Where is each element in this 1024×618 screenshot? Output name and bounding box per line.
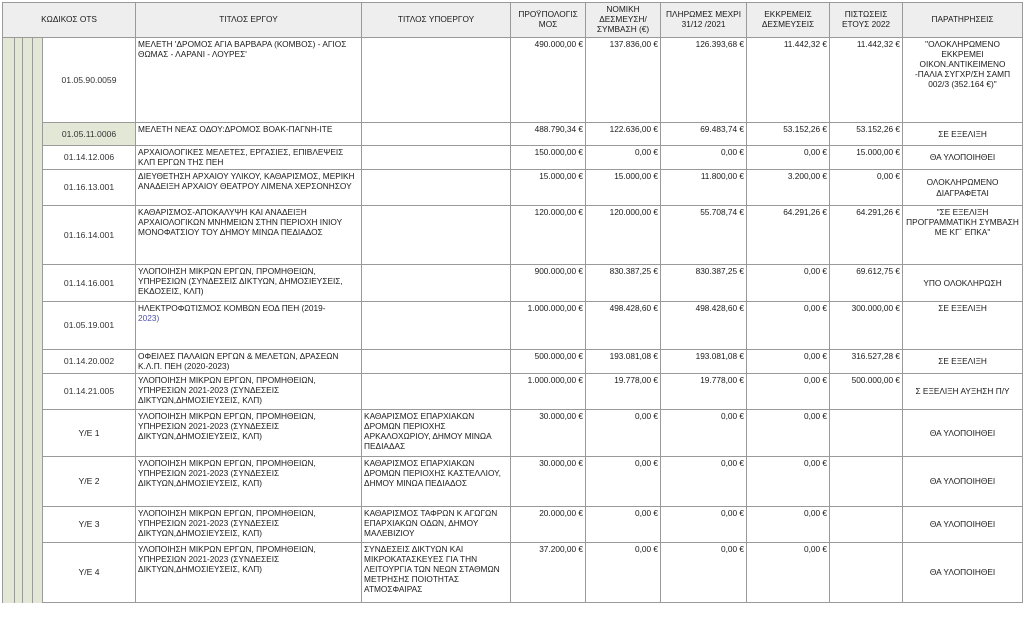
indent-cell <box>23 543 33 603</box>
notes-value: ΣΕ ΕΞΕΛΙΞΗ <box>903 350 1023 374</box>
header-title: ΤΙΤΛΟΣ ΕΡΓΟΥ <box>136 3 362 38</box>
payments-value: 498.428,60 € <box>661 302 747 350</box>
subproject-title <box>362 146 511 170</box>
ots-code: 01.14.21.005 <box>43 374 136 410</box>
subproject-title <box>362 374 511 410</box>
subproject-title <box>362 206 511 265</box>
header-notes: ΠΑΡΑΤΗΡΗΣΕΙΣ <box>903 3 1023 38</box>
indent-cell <box>23 265 33 302</box>
header-commitment: ΝΟΜΙΚΗ ΔΕΣΜΕΥΣΗ/ ΣΥΜΒΑΣΗ (€) <box>586 3 661 38</box>
ots-code: 01.14.20.002 <box>43 350 136 374</box>
indent-cell <box>33 507 43 543</box>
subproject-title <box>362 123 511 146</box>
indent-cell <box>15 265 23 302</box>
subproject-title: ΚΑΘΑΡΙΣΜΟΣ ΕΠΑΡΧΙΑΚΩΝ ΔΡΟΜΩΝ ΠΕΡΙΟΧΗΣ ΑΡΚΑΛΟΧΩΡΙΟΥ, ΔΗΜΟΥ ΜΙΝΩΑ ΠΕΔΙΑΔΑΣ <box>362 410 511 457</box>
budget-value: 20.000,00 € <box>511 507 586 543</box>
notes-value: "ΣΕ ΕΞΕΛΙΞΗ ΠΡΟΓΡΑΜΜΑΤΙΚΗ ΣΥΜΒΑΣΗ ΜΕ ΚΓ΄ ΕΠΚΑ" <box>903 206 1023 265</box>
indent-cell <box>15 374 23 410</box>
ots-code: 01.05.90.0059 <box>43 38 136 123</box>
budget-value: 30.000,00 € <box>511 410 586 457</box>
project-title: ΔΙΕΥΘΕΤΗΣΗ ΑΡΧΑΙΟΥ ΥΛΙΚΟΥ, ΚΑΘΑΡΙΣΜΟΣ, ΜΕΡΙΚΗ ΑΝΑΔΕΙΞΗ ΑΡΧΑΙΟΥ ΘΕΑΤΡΟΥ ΛΙΜΕΝΑ ΧΕΡΣΟΝΗΣΟΥ <box>136 170 362 206</box>
commitment-value: 0,00 € <box>586 410 661 457</box>
payments-value: 126.393,68 € <box>661 38 747 123</box>
indent-cell <box>3 374 15 410</box>
indent-cell <box>3 146 15 170</box>
indent-cell <box>3 543 15 603</box>
indent-cell <box>23 507 33 543</box>
indent-cell <box>23 170 33 206</box>
project-title: ΥΛΟΠΟΙΗΣΗ ΜΙΚΡΩΝ ΕΡΓΩΝ, ΠΡΟΜΗΘΕΙΩΝ, ΥΠΗΡΕΣΙΩΝ 2021-2023 (ΣΥΝΔΕΣΕΙΣ ΔΙΚΤΥΩΝ,ΔΗΜΟΣΙΕΥΣΕΙΣ, ΚΛΠ) <box>136 457 362 507</box>
commitment-value: 19.778,00 € <box>586 374 661 410</box>
notes-value: ΘΑ ΥΛΟΠΟΙΗΘΕΙ <box>903 410 1023 457</box>
payments-value: 0,00 € <box>661 507 747 543</box>
budget-value: 37.200,00 € <box>511 543 586 603</box>
payments-value: 55.708,74 € <box>661 206 747 265</box>
budget-value: 120.000,00 € <box>511 206 586 265</box>
notes-value: "ΟΛΟΚΛΗΡΩΜΕΝΟ ΕΚΚΡΕΜΕΙ ΟΙΚΟΝ.ΑΝΤΙΚΕΙΜΕΝΟ -ΠΑΛΙΑ ΣΥΓΧΡ/ΣΗ ΣΑΜΠ 002/3 (352.164 €)" <box>903 38 1023 123</box>
credits-value: 0,00 € <box>830 170 903 206</box>
indent-cell <box>23 146 33 170</box>
table-row <box>3 123 1023 146</box>
table-row <box>3 206 1023 265</box>
indent-cell <box>23 457 33 507</box>
indent-cell <box>33 350 43 374</box>
credits-value: 53.152,26 € <box>830 123 903 146</box>
subproject-title: ΣΥΝΔΕΣΕΙΣ ΔΙΚΤΥΩΝ ΚΑΙ ΜΙΚΡΟΚΑΤΑΣΚΕΥΕΣ ΓΙΑ ΤΗΝ ΛΕΙΤΟΥΡΓΙΑ ΤΩΝ ΝΕΩΝ ΣΤΑΘΜΩΝ ΜΕΤΡΗΣΗΣ ΠΟΙΟΤΗΤΑΣ ΑΤΜΟΣΦΑΙΡΑΣ <box>362 543 511 603</box>
subproject-title <box>362 302 511 350</box>
project-title: ΜΕΛΕΤΗ 'ΔΡΟΜΟΣ ΑΓΙΑ ΒΑΡΒΑΡΑ (ΚΟΜΒΟΣ) - ΑΓΙΟΣ ΘΩΜΑΣ - ΛΑΡΑΝΙ - ΛΟΥΡΕΣ' <box>136 38 362 123</box>
table-row <box>3 457 1023 507</box>
ots-code: Υ/Ε 2 <box>43 457 136 507</box>
project-title: ΜΕΛΕΤΗ ΝΕΑΣ ΟΔΟΥ:ΔΡΟΜΟΣ ΒΟΑΚ-ΠΑΓΝΗ-ΙΤΕ <box>136 123 362 146</box>
commitment-value: 120.000,00 € <box>586 206 661 265</box>
header-credits: ΠΙΣΤΩΣΕΙΣ ΕΤΟΥΣ 2022 <box>830 3 903 38</box>
header-payments: ΠΛΗΡΩΜΕΣ ΜΕΧΡΙ 31/12 /2021 <box>661 3 747 38</box>
table-row <box>3 543 1023 603</box>
indent-cell <box>3 350 15 374</box>
project-title: ΑΡΧΑΙΟΛΟΓΙΚΕΣ ΜΕΛΕΤΕΣ, ΕΡΓΑΣΙΕΣ, ΕΠΙΒΛΕΨΕΙΣ ΚΛΠ ΕΡΓΩΝ ΤΗΣ ΠΕΗ <box>136 146 362 170</box>
indent-cell <box>33 302 43 350</box>
indent-cell <box>23 38 33 123</box>
project-title: ΟΦΕΙΛΕΣ ΠΑΛΑΙΩΝ ΕΡΓΩΝ & ΜΕΛΕΤΩΝ, ΔΡΑΣΕΩΝ Κ.Λ.Π. ΠΕΗ (2020-2023) <box>136 350 362 374</box>
subproject-title <box>362 265 511 302</box>
indent-cell <box>33 457 43 507</box>
indent-cell <box>23 350 33 374</box>
budget-value: 490.000,00 € <box>511 38 586 123</box>
pending-value: 0,00 € <box>747 374 830 410</box>
budget-value: 30.000,00 € <box>511 457 586 507</box>
ots-code: Υ/Ε 3 <box>43 507 136 543</box>
indent-cell <box>3 170 15 206</box>
pending-value: 3.200,00 € <box>747 170 830 206</box>
table-row <box>3 265 1023 302</box>
notes-value: ΥΠΟ ΟΛΟΚΛΗΡΩΣΗ <box>903 265 1023 302</box>
indent-cell <box>23 123 33 146</box>
indent-cell <box>23 302 33 350</box>
pending-value: 0,00 € <box>747 302 830 350</box>
ots-code: 01.14.16.001 <box>43 265 136 302</box>
commitment-value: 0,00 € <box>586 543 661 603</box>
header-subtitle: ΤΙΤΛΟΣ ΥΠΟΕΡΓΟΥ <box>362 3 511 38</box>
indent-cell <box>3 206 15 265</box>
payments-value: 0,00 € <box>661 410 747 457</box>
project-title: ΥΛΟΠΟΙΗΣΗ ΜΙΚΡΩΝ ΕΡΓΩΝ, ΠΡΟΜΗΘΕΙΩΝ, ΥΠΗΡΕΣΙΩΝ 2021-2023 (ΣΥΝΔΕΣΕΙΣ ΔΙΚΤΥΩΝ,ΔΗΜΟΣΙΕΥΣΕΙΣ, ΚΛΠ) <box>136 543 362 603</box>
credits-value <box>830 457 903 507</box>
ots-code: Υ/Ε 4 <box>43 543 136 603</box>
payments-value: 0,00 € <box>661 146 747 170</box>
budget-value: 488.790,34 € <box>511 123 586 146</box>
table-row <box>3 170 1023 206</box>
notes-value: ΘΑ ΥΛΟΠΟΙΗΘΕΙ <box>903 543 1023 603</box>
budget-value: 1.000.000,00 € <box>511 374 586 410</box>
indent-cell <box>15 302 23 350</box>
subproject-title: ΚΑΘΑΡΙΣΜΟΣ ΤΑΦΡΩΝ Κ ΑΓΩΓΩΝ ΕΠΑΡΧΙΑΚΩΝ ΟΔΩΝ, ΔΗΜΟΥ ΜΑΛΕΒΙΖΙΟΥ <box>362 507 511 543</box>
notes-value: ΘΑ ΥΛΟΠΟΙΗΘΕΙ <box>903 507 1023 543</box>
indent-cell <box>15 206 23 265</box>
pending-value: 0,00 € <box>747 457 830 507</box>
indent-cell <box>3 410 15 457</box>
budget-value: 900.000,00 € <box>511 265 586 302</box>
notes-value: ΘΑ ΥΛΟΠΟΙΗΘΕΙ <box>903 146 1023 170</box>
indent-cell <box>3 123 15 146</box>
payments-value: 0,00 € <box>661 543 747 603</box>
indent-cell <box>3 302 15 350</box>
commitment-value: 498.428,60 € <box>586 302 661 350</box>
indent-cell <box>15 38 23 123</box>
pending-value: 11.442,32 € <box>747 38 830 123</box>
payments-value: 830.387,25 € <box>661 265 747 302</box>
indent-cell <box>33 123 43 146</box>
commitment-value: 137.836,00 € <box>586 38 661 123</box>
commitment-value: 15.000,00 € <box>586 170 661 206</box>
ots-code: Υ/Ε 1 <box>43 410 136 457</box>
commitment-value: 122.636,00 € <box>586 123 661 146</box>
ots-code: 01.05.19.001 <box>43 302 136 350</box>
notes-value: ΣΕ ΕΞΕΛΙΞΗ <box>903 302 1023 350</box>
commitment-value: 193.081,08 € <box>586 350 661 374</box>
indent-cell <box>33 374 43 410</box>
ots-code: 01.14.12.006 <box>43 146 136 170</box>
budget-value: 500.000,00 € <box>511 350 586 374</box>
indent-cell <box>15 507 23 543</box>
pending-value: 0,00 € <box>747 507 830 543</box>
project-title <box>136 302 362 350</box>
indent-cell <box>15 123 23 146</box>
credits-value: 11.442,32 € <box>830 38 903 123</box>
budget-value: 15.000,00 € <box>511 170 586 206</box>
payments-value: 193.081,08 € <box>661 350 747 374</box>
commitment-value: 0,00 € <box>586 507 661 543</box>
budget-value: 150.000,00 € <box>511 146 586 170</box>
payments-value: 19.778,00 € <box>661 374 747 410</box>
notes-value: Σ ΕΞΕΛΙΞΗ ΑΥΞΗΣΗ Π/Υ <box>903 374 1023 410</box>
indent-cell <box>23 374 33 410</box>
project-title: ΥΛΟΠΟΙΗΣΗ ΜΙΚΡΩΝ ΕΡΓΩΝ, ΠΡΟΜΗΘΕΙΩΝ, ΥΠΗΡΕΣΙΩΝ 2021-2023 (ΣΥΝΔΕΣΕΙΣ ΔΙΚΤΥΩΝ,ΔΗΜΟΣΙΕΥΣΕΙΣ, ΚΛΠ) <box>136 374 362 410</box>
pending-value: 0,00 € <box>747 410 830 457</box>
credits-value: 69.612,75 € <box>830 265 903 302</box>
pending-value: 53.152,26 € <box>747 123 830 146</box>
projects-table <box>2 2 1023 603</box>
indent-cell <box>23 206 33 265</box>
credits-value: 500.000,00 € <box>830 374 903 410</box>
indent-cell <box>3 507 15 543</box>
indent-cell <box>33 38 43 123</box>
pending-value: 0,00 € <box>747 543 830 603</box>
notes-value: ΣΕ ΕΞΕΛΙΞΗ <box>903 123 1023 146</box>
table-row <box>3 350 1023 374</box>
credits-value <box>830 507 903 543</box>
header-pending: ΕΚΚΡΕΜΕΙΣ ΔΕΣΜΕΥΣΕΙΣ <box>747 3 830 38</box>
project-title: ΥΛΟΠΟΙΗΣΗ ΜΙΚΡΩΝ ΕΡΓΩΝ, ΠΡΟΜΗΘΕΙΩΝ, ΥΠΗΡΕΣΙΩΝ 2021-2023 (ΣΥΝΔΕΣΕΙΣ ΔΙΚΤΥΩΝ,ΔΗΜΟΣΙΕΥΣΕΙΣ, ΚΛΠ) <box>136 410 362 457</box>
indent-cell <box>33 265 43 302</box>
credits-value: 15.000,00 € <box>830 146 903 170</box>
credits-value <box>830 410 903 457</box>
commitment-value: 0,00 € <box>586 457 661 507</box>
table-row <box>3 410 1023 457</box>
header-row <box>3 3 1023 38</box>
project-title: ΥΛΟΠΟΙΗΣΗ ΜΙΚΡΩΝ ΕΡΓΩΝ, ΠΡΟΜΗΘΕΙΩΝ, ΥΠΗΡΕΣΙΩΝ 2021-2023 (ΣΥΝΔΕΣΕΙΣ ΔΙΚΤΥΩΝ,ΔΗΜΟΣΙΕΥΣΕΙΣ, ΚΛΠ) <box>136 507 362 543</box>
indent-cell <box>15 350 23 374</box>
table-row <box>3 146 1023 170</box>
notes-value: ΟΛΟΚΛΗΡΩΜΕΝΟ ΔΙΑΓΡΑΦΕΤΑΙ <box>903 170 1023 206</box>
commitment-value: 830.387,25 € <box>586 265 661 302</box>
indent-cell <box>15 457 23 507</box>
subproject-title <box>362 350 511 374</box>
project-title: ΚΑΘΑΡΙΣΜΟΣ-ΑΠΟΚΑΛΥΨΗ ΚΑΙ ΑΝΑΔΕΙΞΗ ΑΡΧΑΙΟΛΟΓΙΚΩΝ ΜΝΗΜΕΙΩΝ ΣΤΗΝ ΠΕΡΙΟΧΗ ΙΝΙΟΥ ΜΟΝΟΦΑΤΣΙΟΥ ΤΟΥ ΔΗΜΟΥ ΜΙΝΩΑ ΠΕΔΙΑΔΟΣ <box>136 206 362 265</box>
pending-value: 0,00 € <box>747 265 830 302</box>
pending-value: 0,00 € <box>747 350 830 374</box>
ots-code: 01.16.14.001 <box>43 206 136 265</box>
indent-cell <box>23 410 33 457</box>
indent-cell <box>3 457 15 507</box>
credits-value: 316.527,28 € <box>830 350 903 374</box>
header-code: ΚΩΔΙΚΟΣ OTS <box>3 3 136 38</box>
table-row <box>3 507 1023 543</box>
payments-value: 69.483,74 € <box>661 123 747 146</box>
indent-cell <box>33 410 43 457</box>
header-budget: ΠΡΟΫΠΟΛΟΓΙΣ ΜΟΣ <box>511 3 586 38</box>
credits-value: 300.000,00 € <box>830 302 903 350</box>
ots-code: 01.16.13.001 <box>43 170 136 206</box>
payments-value: 11.800,00 € <box>661 170 747 206</box>
table-row <box>3 38 1023 123</box>
pending-value: 0,00 € <box>747 146 830 170</box>
indent-cell <box>33 146 43 170</box>
subproject-title <box>362 38 511 123</box>
indent-cell <box>3 265 15 302</box>
payments-value: 0,00 € <box>661 457 747 507</box>
indent-cell <box>15 170 23 206</box>
credits-value <box>830 543 903 603</box>
indent-cell <box>15 146 23 170</box>
indent-cell <box>15 543 23 603</box>
indent-cell <box>33 543 43 603</box>
project-title: ΥΛΟΠΟΙΗΣΗ ΜΙΚΡΩΝ ΕΡΓΩΝ, ΠΡΟΜΗΘΕΙΩΝ, ΥΠΗΡΕΣΙΩΝ (ΣΥΝΔΕΣΕΙΣ ΔΙΚΤΥΩΝ, ΔΗΜΟΣΙΕΥΣΕΙΣ, ΕΚΔΟΣΕΙΣ, ΚΛΠ) <box>136 265 362 302</box>
indent-cell <box>3 38 15 123</box>
subproject-title: ΚΑΘΑΡΙΣΜΟΣ ΕΠΑΡΧΙΑΚΩΝ ΔΡΟΜΩΝ ΠΕΡΙΟΧΗΣ ΚΑΣΤΕΛΛΙΟΥ, ΔΗΜΟΥ ΜΙΝΩΑ ΠΕΔΙΑΔΟΣ <box>362 457 511 507</box>
pending-value: 64.291,26 € <box>747 206 830 265</box>
project-title-year: 2023) <box>138 313 160 324</box>
indent-cell <box>33 206 43 265</box>
subproject-title <box>362 170 511 206</box>
project-title-main: ΗΛΕΚΤΡΟΦΩΤΙΣΜΟΣ ΚΟΜΒΩΝ ΕΟΔ ΠΕΗ (2019- <box>138 303 326 313</box>
notes-value: ΘΑ ΥΛΟΠΟΙΗΘΕΙ <box>903 457 1023 507</box>
ots-code: 01.05.11.0006 <box>43 123 136 146</box>
indent-cell <box>15 410 23 457</box>
budget-value: 1.000.000,00 € <box>511 302 586 350</box>
indent-cell <box>33 170 43 206</box>
table-row <box>3 374 1023 410</box>
commitment-value: 0,00 € <box>586 146 661 170</box>
table-row <box>3 302 1023 350</box>
credits-value: 64.291,26 € <box>830 206 903 265</box>
